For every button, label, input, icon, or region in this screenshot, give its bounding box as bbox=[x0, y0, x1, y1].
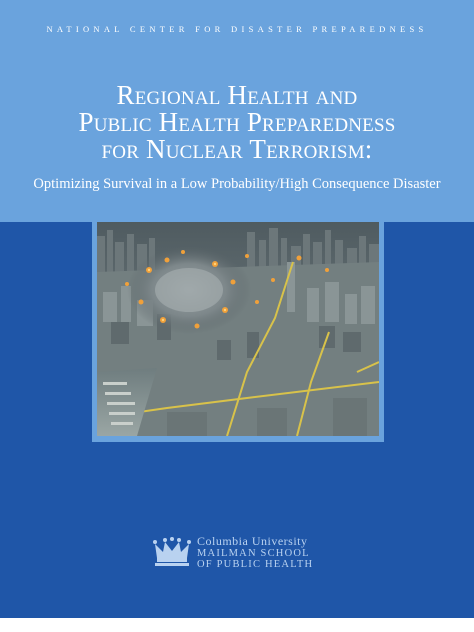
crown-icon bbox=[153, 536, 191, 573]
document-subtitle: Optimizing Survival in a Low Probability/High Consequence Disaster bbox=[33, 176, 441, 192]
title-line-1: Regional Health and bbox=[116, 80, 358, 110]
columbia-mailman-logo bbox=[150, 532, 350, 572]
title-line-3: for Nuclear Terrorism: bbox=[101, 134, 373, 164]
title-line-2: Public Health Preparedness bbox=[78, 107, 396, 137]
school-name-line-2: OF PUBLIC HEALTH bbox=[197, 559, 314, 570]
school-name bbox=[197, 548, 313, 570]
university-name: Columbia University bbox=[197, 534, 308, 548]
document-title bbox=[0, 82, 474, 163]
organization-name: NATIONAL CENTER FOR DISASTER PREPAREDNESS bbox=[46, 24, 428, 34]
school-name-line-1: MAILMAN SCHOOL bbox=[197, 548, 310, 559]
city-blast-illustration bbox=[97, 222, 379, 436]
